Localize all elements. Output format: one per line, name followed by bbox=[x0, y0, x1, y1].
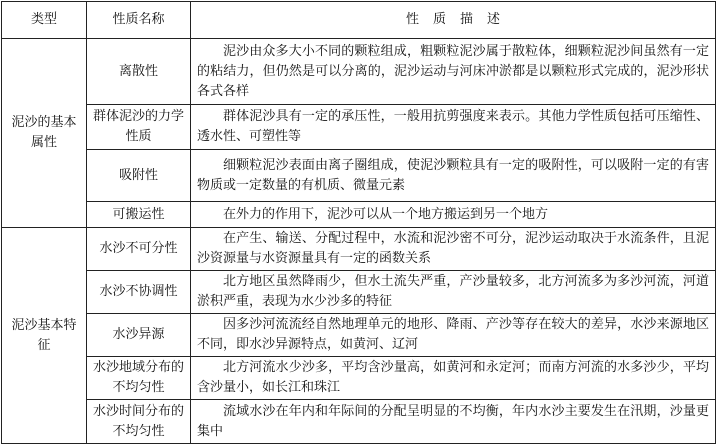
group-type-basic-features: 泥沙基本特征 bbox=[2, 228, 87, 444]
group-type-basic-attributes: 泥沙的基本属性 bbox=[2, 39, 87, 228]
property-description: 流域水沙在年内和年际间的分配呈明显的不均衡，年内水沙主要发生在汛期，沙量更集中 bbox=[191, 400, 716, 444]
property-name: 水沙地域分布的不均匀性 bbox=[87, 357, 191, 400]
property-description: 因多沙河流流经自然地理单元的地形、降雨、产沙等存在较大的差异，水沙来源地区不同，即水沙异源特点，如黄河、辽河 bbox=[191, 314, 716, 357]
property-name: 水沙异源 bbox=[87, 314, 191, 357]
property-name: 吸附性 bbox=[87, 150, 191, 202]
property-name: 群体泥沙的力学性质 bbox=[87, 105, 191, 150]
table-row bbox=[2, 150, 716, 202]
table-row bbox=[2, 228, 716, 271]
property-name: 水沙不协调性 bbox=[87, 271, 191, 314]
table-row bbox=[2, 271, 716, 314]
property-name: 水沙不可分性 bbox=[87, 228, 191, 271]
table-row bbox=[2, 202, 716, 228]
property-name: 水沙时间分布的不均匀性 bbox=[87, 400, 191, 444]
property-description: 在产生、输送、分配过程中，水流和泥沙密不可分，泥沙运动取决于水流条件，且泥沙资源量与水资源量具有一定的函数关系 bbox=[191, 228, 716, 271]
property-description: 在外力的作用下，泥沙可以从一个地方搬运到另一个地方 bbox=[191, 202, 716, 228]
property-description: 泥沙由众多大小不同的颗粒组成，粗颗粒泥沙属于散粒体，细颗粒泥沙间虽然有一定的粘结力，但仍然是可以分离的，泥沙运动与河床冲淤都是以颗粒形式完成的，泥沙形状各式各样 bbox=[191, 39, 716, 105]
table-row bbox=[2, 39, 716, 105]
table-row bbox=[2, 400, 716, 444]
property-description: 北方河流水少沙多，平均含沙量高，如黄河和永定河；而南方河流的水多沙少，平均含沙量小，如长江和珠江 bbox=[191, 357, 716, 400]
table-row bbox=[2, 357, 716, 400]
property-description: 群体泥沙具有一定的承压性，一般用抗剪强度来表示。其他力学性质包括可压缩性、透水性、可塑性等 bbox=[191, 105, 716, 150]
property-name: 离散性 bbox=[87, 39, 191, 105]
header-desc: 性质描述 bbox=[191, 2, 716, 39]
table-body bbox=[2, 39, 716, 444]
header-name: 性质名称 bbox=[87, 2, 191, 39]
table-header bbox=[2, 2, 716, 39]
table-row bbox=[2, 105, 716, 150]
header-row bbox=[2, 2, 716, 39]
property-description: 细颗粒泥沙表面由离子圈组成，使泥沙颗粒具有一定的吸附性，可以吸附一定的有害物质或一定数量的有机质、微量元素 bbox=[191, 150, 716, 202]
header-type: 类型 bbox=[2, 2, 87, 39]
property-name: 可搬运性 bbox=[87, 202, 191, 228]
sediment-properties-table bbox=[1, 1, 716, 444]
property-description: 北方地区虽然降雨少，但水土流失严重，产沙量较多，北方河流多为多沙河流，河道淤积严重，表现为水少沙多的特征 bbox=[191, 271, 716, 314]
table-row bbox=[2, 314, 716, 357]
